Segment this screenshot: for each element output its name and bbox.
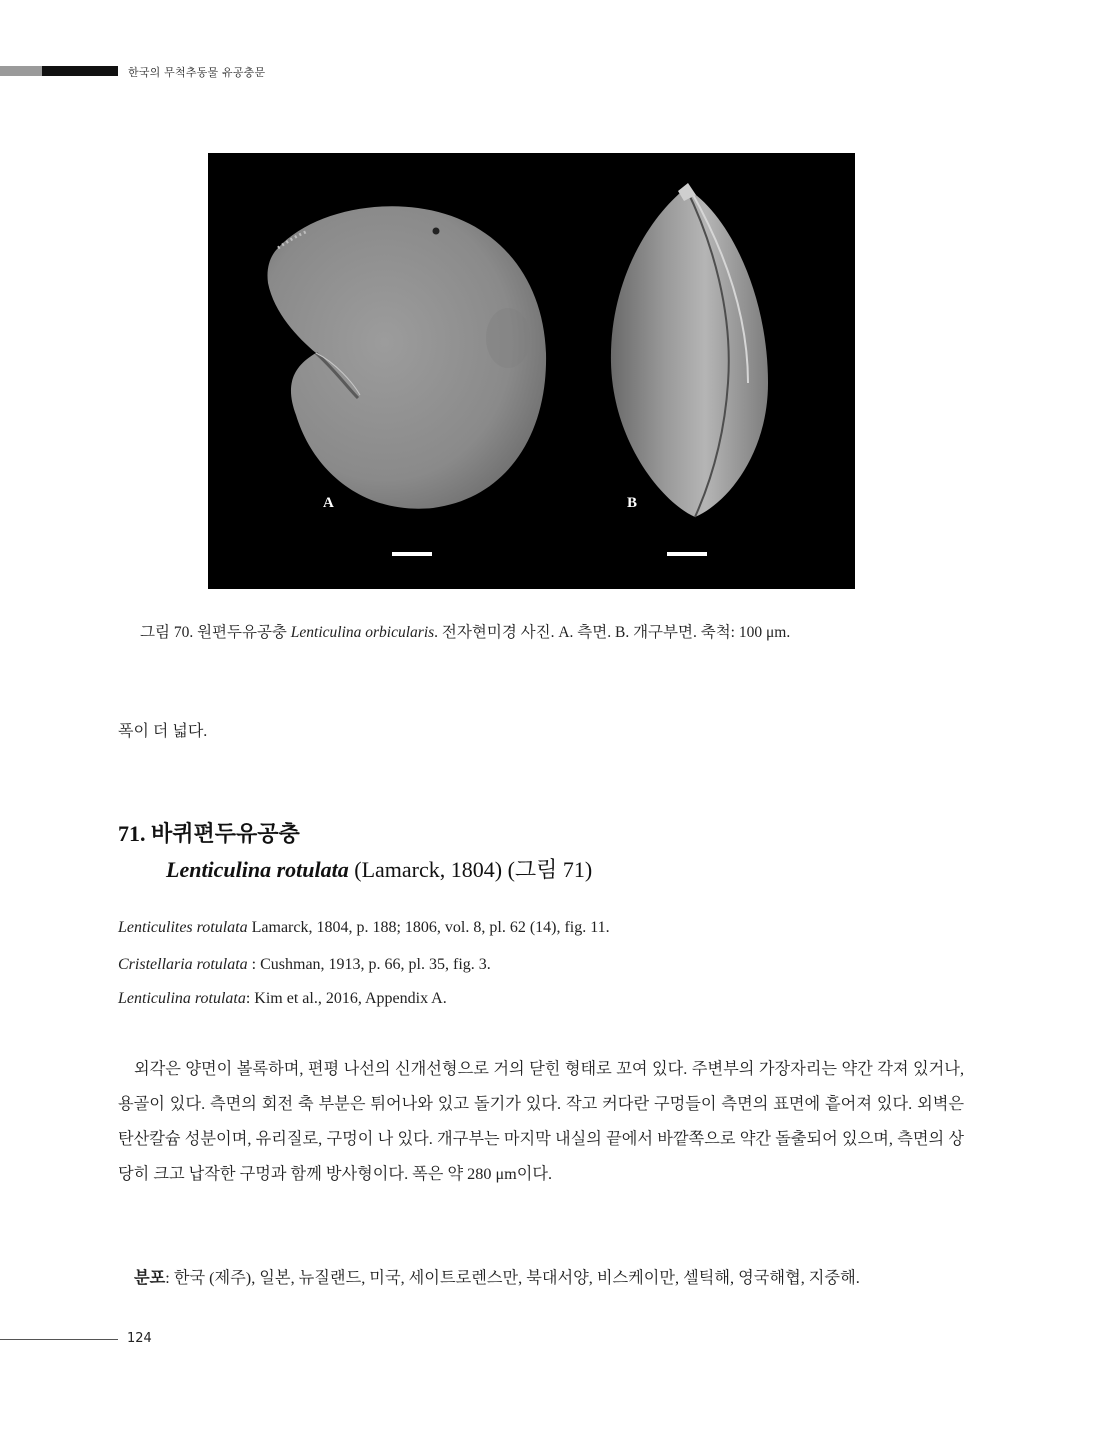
synonym-reference: : Cushman, 1913, p. 66, pl. 35, fig. 3. xyxy=(247,956,491,973)
species-heading xyxy=(118,817,593,882)
synonym-line xyxy=(118,956,491,974)
distribution-label: 분포 xyxy=(134,1269,166,1287)
sem-photo xyxy=(208,153,855,589)
species-number-title: 71. 바퀴편두유공충 xyxy=(118,821,300,846)
header-bar-black xyxy=(42,66,118,76)
species-authority: (Lamarck, 1804) (그림 71) xyxy=(348,857,593,882)
synonym-name: Lenticulina rotulata xyxy=(118,990,246,1007)
continued-text: 폭이 더 넓다. xyxy=(118,723,208,740)
distribution-text: : 한국 (제주), 일본, 뉴질랜드, 미국, 세이트로렌스만, 북대서양, 비스케이만, 셀틱해, 영국해협, 지중해. xyxy=(165,1269,860,1287)
synonym-reference: Lamarck, 1804, p. 188; 1806, vol. 8, pl. 62 (14), fig. 11. xyxy=(247,919,610,936)
page-number: 124 xyxy=(127,1331,152,1346)
specimen-b-shell xyxy=(611,183,768,517)
synonym-reference: : Kim et al., 2016, Appendix A. xyxy=(245,990,447,1007)
running-title: 한국의 무척추동물 유공충문 xyxy=(128,66,266,79)
figure-caption xyxy=(140,620,790,642)
specimen-a-shell xyxy=(267,206,546,508)
figure-label-a: A xyxy=(323,495,334,511)
synonym-line xyxy=(118,990,447,1008)
scale-bar-a xyxy=(392,552,432,556)
caption-suffix: . 전자현미경 사진. A. 측면. B. 개구부면. 축척: 100 μm. xyxy=(434,624,791,641)
description-paragraph: 외각은 양면이 볼록하며, 편평 나선의 신개선형으로 거의 닫힌 형태로 꼬여 있다. 주변부의 가장자리는 약간 각져 있거나, 용골이 있다. 측면의 회전 축 부분은 튀어나와 있고 돌기가 있다. 작고 커다란 구멍들이 측면의 표면에 흩어져 있다. 외벽은 탄산칼슘 성분이며, 유리질로, 구멍이 나 있다. 개구부는 마지막 내실의 끝에서 바깥쪽으로 약간 돌출되어 있으며, 측면의 상당히 크고 납작한 구멍과 함께 방사형이다. 폭은 약 280 μm이다. xyxy=(118,1060,964,1183)
synonym-name: Cristellaria rotulata xyxy=(118,956,248,973)
distribution xyxy=(134,1264,860,1288)
sem-figure xyxy=(208,153,855,589)
species-scientific-name: Lenticulina rotulata xyxy=(166,857,349,882)
caption-prefix: 그림 70. 원편두유공충 xyxy=(140,624,291,641)
figure-label-b: B xyxy=(627,495,638,511)
synonym-line xyxy=(118,919,610,937)
synonym-name: Lenticulites rotulata xyxy=(118,919,248,936)
header-bar-grey xyxy=(0,66,42,76)
caption-scientific-name: Lenticulina orbicularis xyxy=(290,624,435,641)
scale-bar-b xyxy=(667,552,707,556)
species-name-line xyxy=(166,853,592,884)
footer-rule xyxy=(0,1339,118,1340)
